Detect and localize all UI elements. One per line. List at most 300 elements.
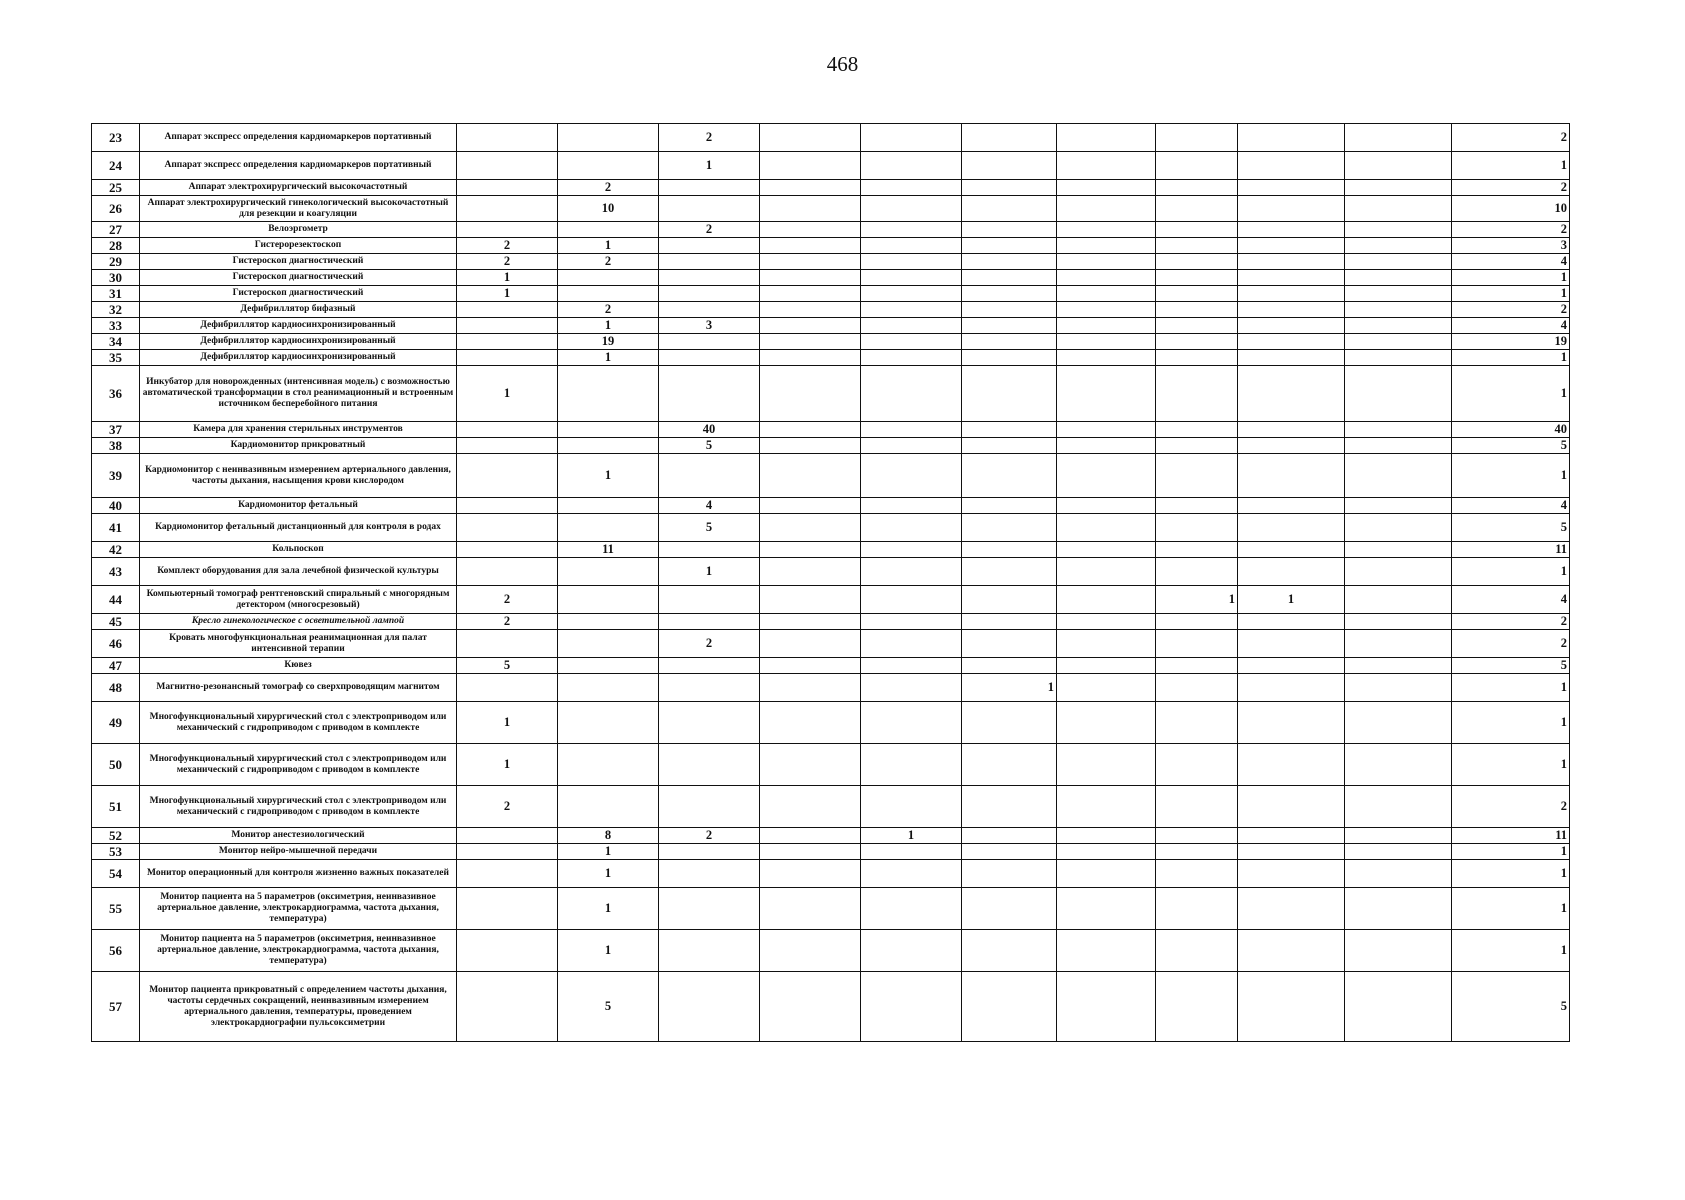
quantity-cell: [962, 222, 1057, 238]
row-total-cell: 1: [1452, 270, 1570, 286]
quantity-cell: [457, 630, 558, 658]
quantity-cell: 2: [457, 254, 558, 270]
quantity-cell: [1057, 196, 1156, 222]
quantity-cell: [457, 888, 558, 930]
row-number: 28: [92, 238, 140, 254]
quantity-cell: [760, 586, 861, 614]
row-number: 33: [92, 318, 140, 334]
quantity-cell: [861, 888, 962, 930]
quantity-cell: [861, 542, 962, 558]
row-number: 27: [92, 222, 140, 238]
quantity-cell: 1: [861, 828, 962, 844]
quantity-cell: [457, 514, 558, 542]
table-row: [92, 318, 1570, 334]
quantity-cell: [1238, 542, 1345, 558]
quantity-cell: [1345, 542, 1452, 558]
equipment-name: Монитор нейро-мышечной передачи: [140, 844, 457, 860]
quantity-cell: [962, 454, 1057, 498]
quantity-cell: [1238, 124, 1345, 152]
quantity-cell: 4: [659, 498, 760, 514]
quantity-cell: [962, 124, 1057, 152]
quantity-cell: [760, 422, 861, 438]
quantity-cell: [1238, 254, 1345, 270]
quantity-cell: [1345, 318, 1452, 334]
quantity-cell: [861, 286, 962, 302]
quantity-cell: 1: [457, 270, 558, 286]
quantity-cell: [962, 238, 1057, 254]
quantity-cell: [1156, 180, 1238, 196]
equipment-name: Кардиомонитор фетальный: [140, 498, 457, 514]
equipment-name: Монитор операционный для контроля жизненно важных показателей: [140, 860, 457, 888]
quantity-cell: [962, 514, 1057, 542]
quantity-cell: [760, 222, 861, 238]
quantity-cell: [1238, 786, 1345, 828]
quantity-cell: [861, 422, 962, 438]
row-total-cell: 2: [1452, 630, 1570, 658]
row-total-cell: 1: [1452, 350, 1570, 366]
quantity-cell: [962, 270, 1057, 286]
quantity-cell: [457, 334, 558, 350]
quantity-cell: [1238, 702, 1345, 744]
row-number: 52: [92, 828, 140, 844]
quantity-cell: [760, 930, 861, 972]
quantity-cell: [760, 542, 861, 558]
equipment-name: Компьютерный томограф рентгеновский спиральный с многорядным детектором (многосрезовый): [140, 586, 457, 614]
table-row: [92, 658, 1570, 674]
quantity-cell: [659, 454, 760, 498]
quantity-cell: [760, 366, 861, 422]
row-total-cell: 4: [1452, 586, 1570, 614]
quantity-cell: [1345, 586, 1452, 614]
quantity-cell: [861, 844, 962, 860]
quantity-cell: [1345, 614, 1452, 630]
quantity-cell: [861, 302, 962, 318]
quantity-cell: [1057, 614, 1156, 630]
quantity-cell: 1: [457, 744, 558, 786]
quantity-cell: [1345, 222, 1452, 238]
row-number: 29: [92, 254, 140, 270]
quantity-cell: [558, 586, 659, 614]
quantity-cell: [1156, 222, 1238, 238]
quantity-cell: [1057, 454, 1156, 498]
quantity-cell: [1238, 860, 1345, 888]
row-number: 49: [92, 702, 140, 744]
quantity-cell: [1057, 674, 1156, 702]
quantity-cell: 5: [457, 658, 558, 674]
row-number: 31: [92, 286, 140, 302]
quantity-cell: [558, 124, 659, 152]
row-total-cell: 4: [1452, 318, 1570, 334]
equipment-name: Кольпоскоп: [140, 542, 457, 558]
quantity-cell: 2: [659, 828, 760, 844]
table-row: [92, 828, 1570, 844]
quantity-cell: [1156, 614, 1238, 630]
quantity-cell: [760, 744, 861, 786]
quantity-cell: [1238, 152, 1345, 180]
quantity-cell: [760, 786, 861, 828]
quantity-cell: [1345, 454, 1452, 498]
quantity-cell: [659, 614, 760, 630]
quantity-cell: [1057, 438, 1156, 454]
quantity-cell: [1057, 238, 1156, 254]
quantity-cell: [558, 658, 659, 674]
quantity-cell: [1238, 238, 1345, 254]
quantity-cell: [659, 302, 760, 318]
row-number: 39: [92, 454, 140, 498]
quantity-cell: 2: [659, 630, 760, 658]
equipment-name: Дефибриллятор кардиосинхронизированный: [140, 334, 457, 350]
quantity-cell: [962, 844, 1057, 860]
quantity-cell: [1156, 498, 1238, 514]
quantity-cell: [1156, 558, 1238, 586]
quantity-cell: [1345, 514, 1452, 542]
quantity-cell: [659, 658, 760, 674]
quantity-cell: [1238, 674, 1345, 702]
quantity-cell: [1057, 844, 1156, 860]
quantity-cell: [1345, 422, 1452, 438]
quantity-cell: [659, 542, 760, 558]
quantity-cell: 1: [558, 844, 659, 860]
quantity-cell: 5: [659, 438, 760, 454]
quantity-cell: [1156, 542, 1238, 558]
page-number: 468: [826, 52, 859, 76]
quantity-cell: [861, 180, 962, 196]
quantity-cell: 1: [1156, 586, 1238, 614]
row-total-cell: 1: [1452, 702, 1570, 744]
equipment-name: Многофункциональный хирургический стол с электроприводом или механический с гидроприводом с приводом в комплекте: [140, 786, 457, 828]
row-total-cell: 5: [1452, 438, 1570, 454]
quantity-cell: [1238, 744, 1345, 786]
table-row: [92, 422, 1570, 438]
quantity-cell: [1345, 238, 1452, 254]
quantity-cell: [1156, 844, 1238, 860]
quantity-cell: [1057, 286, 1156, 302]
quantity-cell: [1156, 438, 1238, 454]
quantity-cell: [1156, 270, 1238, 286]
quantity-cell: 2: [558, 180, 659, 196]
row-number: 30: [92, 270, 140, 286]
quantity-cell: [760, 238, 861, 254]
quantity-cell: [760, 334, 861, 350]
quantity-cell: [659, 366, 760, 422]
equipment-name: Кардиомонитор с неинвазивным измерением артериального давления, частоты дыхания, насыщения крови кислородом: [140, 454, 457, 498]
quantity-cell: [457, 124, 558, 152]
equipment-name: Кардиомонитор фетальный дистанционный для контроля в родах: [140, 514, 457, 542]
quantity-cell: [558, 270, 659, 286]
equipment-name: Аппарат электрохирургический гинекологический высокочастотный для резекции и коагуляции: [140, 196, 457, 222]
quantity-cell: [760, 828, 861, 844]
quantity-cell: 11: [558, 542, 659, 558]
quantity-cell: [1345, 860, 1452, 888]
quantity-cell: [1057, 744, 1156, 786]
table-row: [92, 514, 1570, 542]
table-row: [92, 844, 1570, 860]
quantity-cell: [1345, 630, 1452, 658]
quantity-cell: [659, 180, 760, 196]
equipment-name: Инкубатор для новорожденных (интенсивная модель) с возможностью автоматической трансформации в стол реанимационный и встроенным источником бесперебойного питания: [140, 366, 457, 422]
table-row: [92, 334, 1570, 350]
row-number: 38: [92, 438, 140, 454]
quantity-cell: [1057, 658, 1156, 674]
quantity-cell: [760, 270, 861, 286]
row-total-cell: 3: [1452, 238, 1570, 254]
row-number: 37: [92, 422, 140, 438]
quantity-cell: [1345, 744, 1452, 786]
quantity-cell: [1156, 302, 1238, 318]
quantity-cell: [457, 674, 558, 702]
quantity-cell: [1345, 152, 1452, 180]
quantity-cell: [558, 366, 659, 422]
quantity-cell: [861, 350, 962, 366]
quantity-cell: [1156, 658, 1238, 674]
quantity-cell: [760, 844, 861, 860]
quantity-cell: [962, 302, 1057, 318]
quantity-cell: [659, 334, 760, 350]
table-row: [92, 542, 1570, 558]
table-row: [92, 614, 1570, 630]
table-row: [92, 498, 1570, 514]
quantity-cell: [1345, 334, 1452, 350]
quantity-cell: [1156, 860, 1238, 888]
quantity-cell: [1057, 350, 1156, 366]
table-row: [92, 558, 1570, 586]
equipment-table: [91, 123, 1570, 1042]
row-total-cell: 1: [1452, 930, 1570, 972]
quantity-cell: [1345, 366, 1452, 422]
quantity-cell: 1: [558, 888, 659, 930]
quantity-cell: [760, 302, 861, 318]
quantity-cell: [1156, 972, 1238, 1042]
table-row: [92, 124, 1570, 152]
quantity-cell: [1238, 514, 1345, 542]
quantity-cell: [760, 454, 861, 498]
row-number: 26: [92, 196, 140, 222]
quantity-cell: [1156, 744, 1238, 786]
quantity-cell: [962, 786, 1057, 828]
quantity-cell: [1238, 930, 1345, 972]
quantity-cell: [861, 152, 962, 180]
quantity-cell: [962, 558, 1057, 586]
quantity-cell: [861, 860, 962, 888]
quantity-cell: [760, 180, 861, 196]
table-row: [92, 972, 1570, 1042]
quantity-cell: [760, 972, 861, 1042]
row-number: 32: [92, 302, 140, 318]
quantity-cell: 3: [659, 318, 760, 334]
row-number: 36: [92, 366, 140, 422]
quantity-cell: [558, 514, 659, 542]
row-number: 35: [92, 350, 140, 366]
quantity-cell: 2: [659, 222, 760, 238]
equipment-name: Кювез: [140, 658, 457, 674]
quantity-cell: [457, 350, 558, 366]
quantity-cell: [1345, 302, 1452, 318]
quantity-cell: [861, 674, 962, 702]
table-row: [92, 302, 1570, 318]
quantity-cell: [659, 786, 760, 828]
quantity-cell: [861, 702, 962, 744]
quantity-cell: 2: [457, 614, 558, 630]
quantity-cell: [962, 286, 1057, 302]
quantity-cell: 1: [659, 152, 760, 180]
row-number: 54: [92, 860, 140, 888]
quantity-cell: [1057, 334, 1156, 350]
row-total-cell: 4: [1452, 254, 1570, 270]
quantity-cell: [1156, 366, 1238, 422]
quantity-cell: [1345, 786, 1452, 828]
row-total-cell: 11: [1452, 542, 1570, 558]
row-total-cell: 2: [1452, 180, 1570, 196]
quantity-cell: [1057, 514, 1156, 542]
quantity-cell: 2: [558, 254, 659, 270]
table-row: [92, 366, 1570, 422]
table-row: [92, 222, 1570, 238]
quantity-cell: [1057, 180, 1156, 196]
table-row: [92, 350, 1570, 366]
quantity-cell: [861, 558, 962, 586]
quantity-cell: [1238, 196, 1345, 222]
equipment-name: Аппарат электрохирургический высокочастотный: [140, 180, 457, 196]
quantity-cell: [1156, 254, 1238, 270]
quantity-cell: [1345, 930, 1452, 972]
row-total-cell: 11: [1452, 828, 1570, 844]
row-number: 44: [92, 586, 140, 614]
quantity-cell: [457, 828, 558, 844]
quantity-cell: [1057, 888, 1156, 930]
row-number: 34: [92, 334, 140, 350]
quantity-cell: [558, 438, 659, 454]
equipment-name: Камера для хранения стерильных инструментов: [140, 422, 457, 438]
quantity-cell: [659, 586, 760, 614]
quantity-cell: [558, 786, 659, 828]
quantity-cell: [659, 254, 760, 270]
quantity-cell: [1156, 786, 1238, 828]
quantity-cell: [1238, 614, 1345, 630]
quantity-cell: 8: [558, 828, 659, 844]
quantity-cell: [760, 498, 861, 514]
quantity-cell: 1: [457, 366, 558, 422]
quantity-cell: [1238, 438, 1345, 454]
quantity-cell: [1345, 972, 1452, 1042]
quantity-cell: [1238, 334, 1345, 350]
row-number: 25: [92, 180, 140, 196]
quantity-cell: [1156, 350, 1238, 366]
table-row: [92, 630, 1570, 658]
quantity-cell: [760, 674, 861, 702]
table-row: [92, 438, 1570, 454]
quantity-cell: [760, 254, 861, 270]
row-number: 46: [92, 630, 140, 658]
quantity-cell: [1238, 318, 1345, 334]
quantity-cell: [760, 658, 861, 674]
quantity-cell: [457, 558, 558, 586]
quantity-cell: [1345, 702, 1452, 744]
quantity-cell: [1345, 438, 1452, 454]
row-number: 40: [92, 498, 140, 514]
quantity-cell: [760, 152, 861, 180]
quantity-cell: [1057, 630, 1156, 658]
quantity-cell: [1156, 454, 1238, 498]
quantity-cell: [962, 254, 1057, 270]
equipment-name: Многофункциональный хирургический стол с электроприводом или механический с гидроприводом с приводом в комплекте: [140, 744, 457, 786]
quantity-cell: [760, 630, 861, 658]
quantity-cell: [962, 630, 1057, 658]
row-total-cell: 2: [1452, 222, 1570, 238]
table-row: [92, 270, 1570, 286]
quantity-cell: [861, 930, 962, 972]
table-row: [92, 674, 1570, 702]
equipment-name: Дефибриллятор кардиосинхронизированный: [140, 350, 457, 366]
quantity-cell: 19: [558, 334, 659, 350]
quantity-cell: [1238, 658, 1345, 674]
table-row: [92, 786, 1570, 828]
quantity-cell: [1345, 658, 1452, 674]
row-number: 43: [92, 558, 140, 586]
quantity-cell: [1238, 630, 1345, 658]
quantity-cell: [861, 254, 962, 270]
quantity-cell: [558, 152, 659, 180]
quantity-cell: [962, 438, 1057, 454]
quantity-cell: [1156, 152, 1238, 180]
quantity-cell: [1156, 196, 1238, 222]
quantity-cell: [1238, 270, 1345, 286]
quantity-cell: [1057, 422, 1156, 438]
quantity-cell: [1057, 302, 1156, 318]
quantity-cell: 1: [457, 286, 558, 302]
quantity-cell: [1238, 888, 1345, 930]
quantity-cell: [962, 152, 1057, 180]
row-number: 48: [92, 674, 140, 702]
quantity-cell: [760, 124, 861, 152]
equipment-name: Монитор пациента прикроватный с определением частоты дыхания, частоты сердечных сокращений, неинвазивным измерением артериального давления, температуры, проведением электрокардиографии пульсоксиметрии: [140, 972, 457, 1042]
quantity-cell: [1156, 238, 1238, 254]
quantity-cell: [861, 786, 962, 828]
quantity-cell: [1156, 674, 1238, 702]
table-row: [92, 286, 1570, 302]
quantity-cell: 2: [659, 124, 760, 152]
table-row: [92, 930, 1570, 972]
quantity-cell: [457, 542, 558, 558]
quantity-cell: [1057, 558, 1156, 586]
quantity-cell: [558, 558, 659, 586]
quantity-cell: [1057, 702, 1156, 744]
table-row: [92, 454, 1570, 498]
equipment-table-body: [92, 124, 1570, 1042]
quantity-cell: [861, 196, 962, 222]
quantity-cell: [861, 514, 962, 542]
quantity-cell: [1057, 828, 1156, 844]
row-total-cell: 19: [1452, 334, 1570, 350]
row-total-cell: 2: [1452, 124, 1570, 152]
quantity-cell: [1156, 828, 1238, 844]
quantity-cell: [760, 558, 861, 586]
quantity-cell: 1: [558, 930, 659, 972]
quantity-cell: [861, 334, 962, 350]
quantity-cell: [962, 422, 1057, 438]
row-number: 47: [92, 658, 140, 674]
equipment-name: Дефибриллятор кардиосинхронизированный: [140, 318, 457, 334]
quantity-cell: [558, 630, 659, 658]
quantity-cell: [861, 366, 962, 422]
row-total-cell: 4: [1452, 498, 1570, 514]
quantity-cell: [861, 238, 962, 254]
equipment-name: Гистероскоп диагностический: [140, 270, 457, 286]
row-number: 42: [92, 542, 140, 558]
row-total-cell: 5: [1452, 972, 1570, 1042]
quantity-cell: [1057, 152, 1156, 180]
quantity-cell: [558, 498, 659, 514]
equipment-name: Велоэргометр: [140, 222, 457, 238]
